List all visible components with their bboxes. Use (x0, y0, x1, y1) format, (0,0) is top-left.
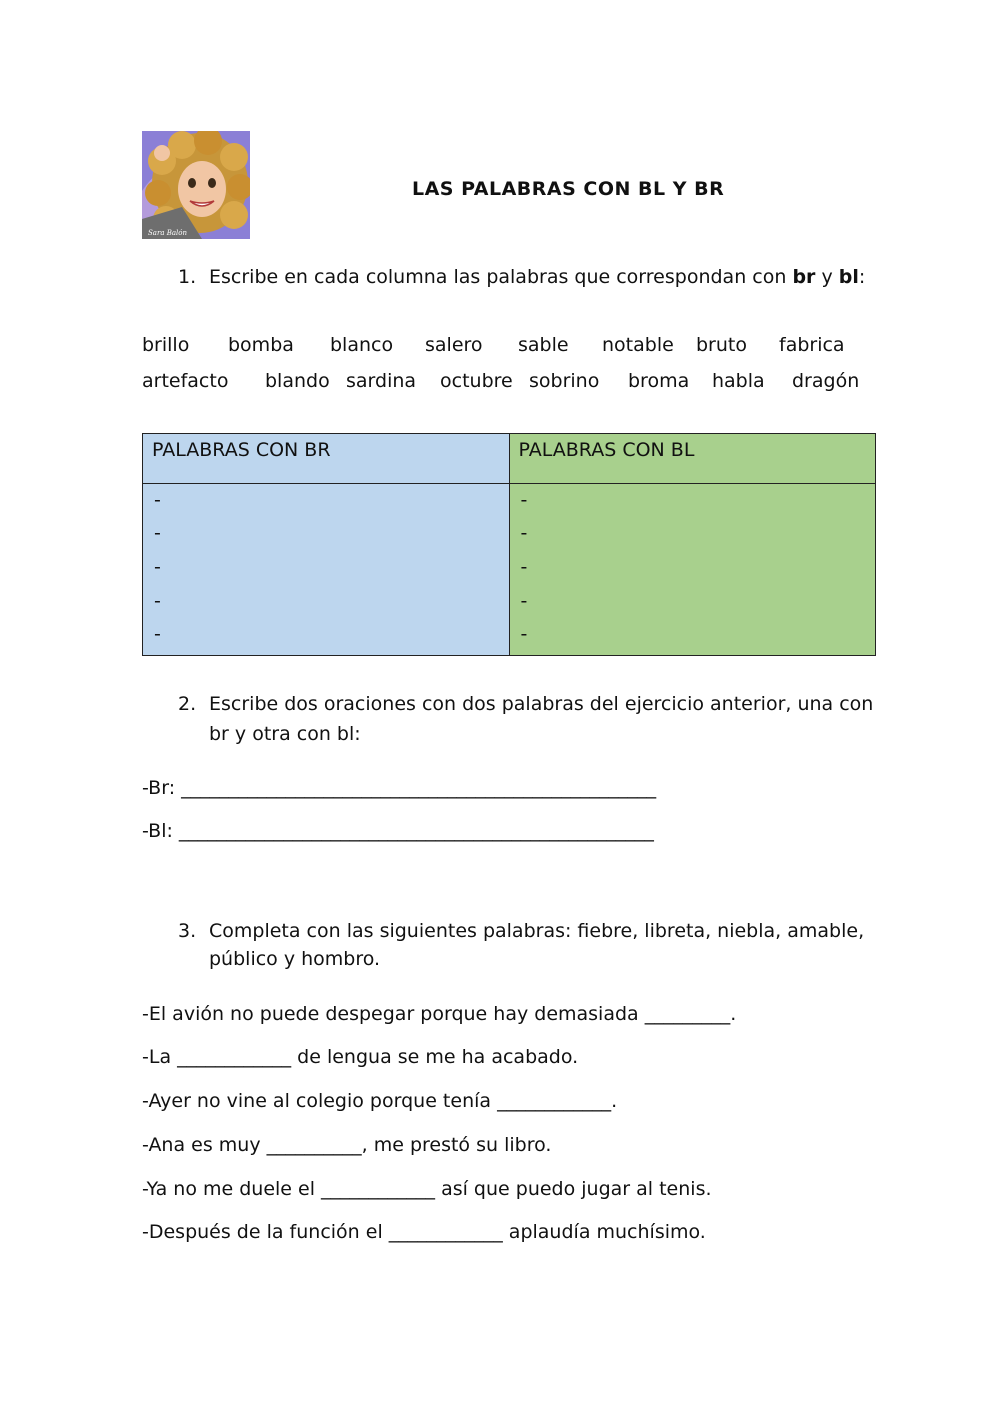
answer-line[interactable]: - (520, 556, 528, 579)
header-bl (509, 434, 876, 484)
word-item: sardina (346, 370, 417, 392)
question-2 (178, 693, 873, 715)
word-item: bomba (228, 334, 294, 356)
bold-br: br (792, 266, 816, 288)
question-1 (178, 266, 865, 288)
answer-line[interactable]: - (520, 488, 528, 511)
answer-line[interactable]: - (154, 488, 161, 511)
question-text: Escribe en cada columna las palabras que correspondan con (209, 266, 793, 288)
header-br (143, 434, 510, 484)
word-item: blanco (330, 334, 394, 356)
word-item: brillo (142, 334, 190, 356)
sentence-br-line[interactable]: -Br: __________________________________________________ (142, 777, 657, 799)
question-3-continued: público y hombro. (209, 948, 381, 970)
question-text: Escribe dos oraciones con dos palabras del ejercicio anterior, una con (209, 693, 874, 715)
fill-sentence[interactable]: -Ana es muy __________, me prestó su libro. (142, 1134, 552, 1156)
word-item: blando (265, 370, 330, 392)
answer-line[interactable]: - (154, 589, 161, 612)
classification-table (142, 433, 876, 656)
word-item: sobrino (529, 370, 600, 392)
question-2-continued: br y otra con bl: (209, 723, 361, 745)
answer-line[interactable]: - (154, 556, 161, 579)
answer-line[interactable]: - (520, 623, 528, 646)
question-number: 2. (178, 693, 197, 715)
word-item: salero (425, 334, 483, 356)
word-item: dragón (792, 370, 860, 392)
question-number: 1. (178, 266, 197, 288)
word-item: notable (602, 334, 674, 356)
question-text-mid: y (815, 266, 839, 288)
signature-text: Sara Balón (148, 229, 187, 237)
word-item: fabrica (779, 334, 845, 356)
header-br-label: PALABRAS CON BR (152, 439, 331, 461)
answer-line[interactable]: - (520, 522, 528, 545)
word-item: octubre (440, 370, 513, 392)
column-br-answers[interactable] (143, 483, 510, 655)
sentence-bl-line[interactable]: -Bl: __________________________________________________ (142, 820, 654, 842)
fill-sentence[interactable]: -La ____________ de lengua se me ha acabado. (142, 1046, 579, 1068)
word-item: bruto (696, 334, 747, 356)
question-number: 3. (178, 920, 197, 942)
word-item: sable (518, 334, 569, 356)
answer-line[interactable]: - (520, 589, 528, 612)
answer-line[interactable]: - (154, 623, 161, 646)
word-bank-row-1 (142, 334, 862, 362)
word-item: habla (712, 370, 765, 392)
word-bank-row-2 (142, 370, 862, 398)
bold-bl: bl (838, 266, 859, 288)
question-text-end: : (858, 266, 866, 288)
word-item: broma (628, 370, 690, 392)
column-bl-answers[interactable] (509, 483, 876, 655)
fill-sentence[interactable]: -El avión no puede despegar porque hay demasiada _________. (142, 1003, 737, 1025)
worksheet-title: LAS PALABRAS CON BL Y BR (412, 178, 725, 200)
question-text: Completa con las siguientes palabras: fiebre, libreta, niebla, amable, (209, 920, 865, 942)
fill-sentence[interactable]: -Ayer no vine al colegio porque tenía ____________. (142, 1090, 618, 1112)
header-bl-label: PALABRAS CON BL (518, 439, 695, 461)
fill-sentence[interactable]: -Después de la función el ____________ aplaudía muchísimo. (142, 1221, 706, 1243)
question-3 (178, 920, 864, 942)
fill-sentence[interactable]: -Ya no me duele el ____________ así que puedo jugar al tenis. (142, 1178, 712, 1200)
answer-line[interactable]: - (154, 522, 161, 545)
author-avatar-image (142, 131, 250, 239)
word-item: artefacto (142, 370, 229, 392)
